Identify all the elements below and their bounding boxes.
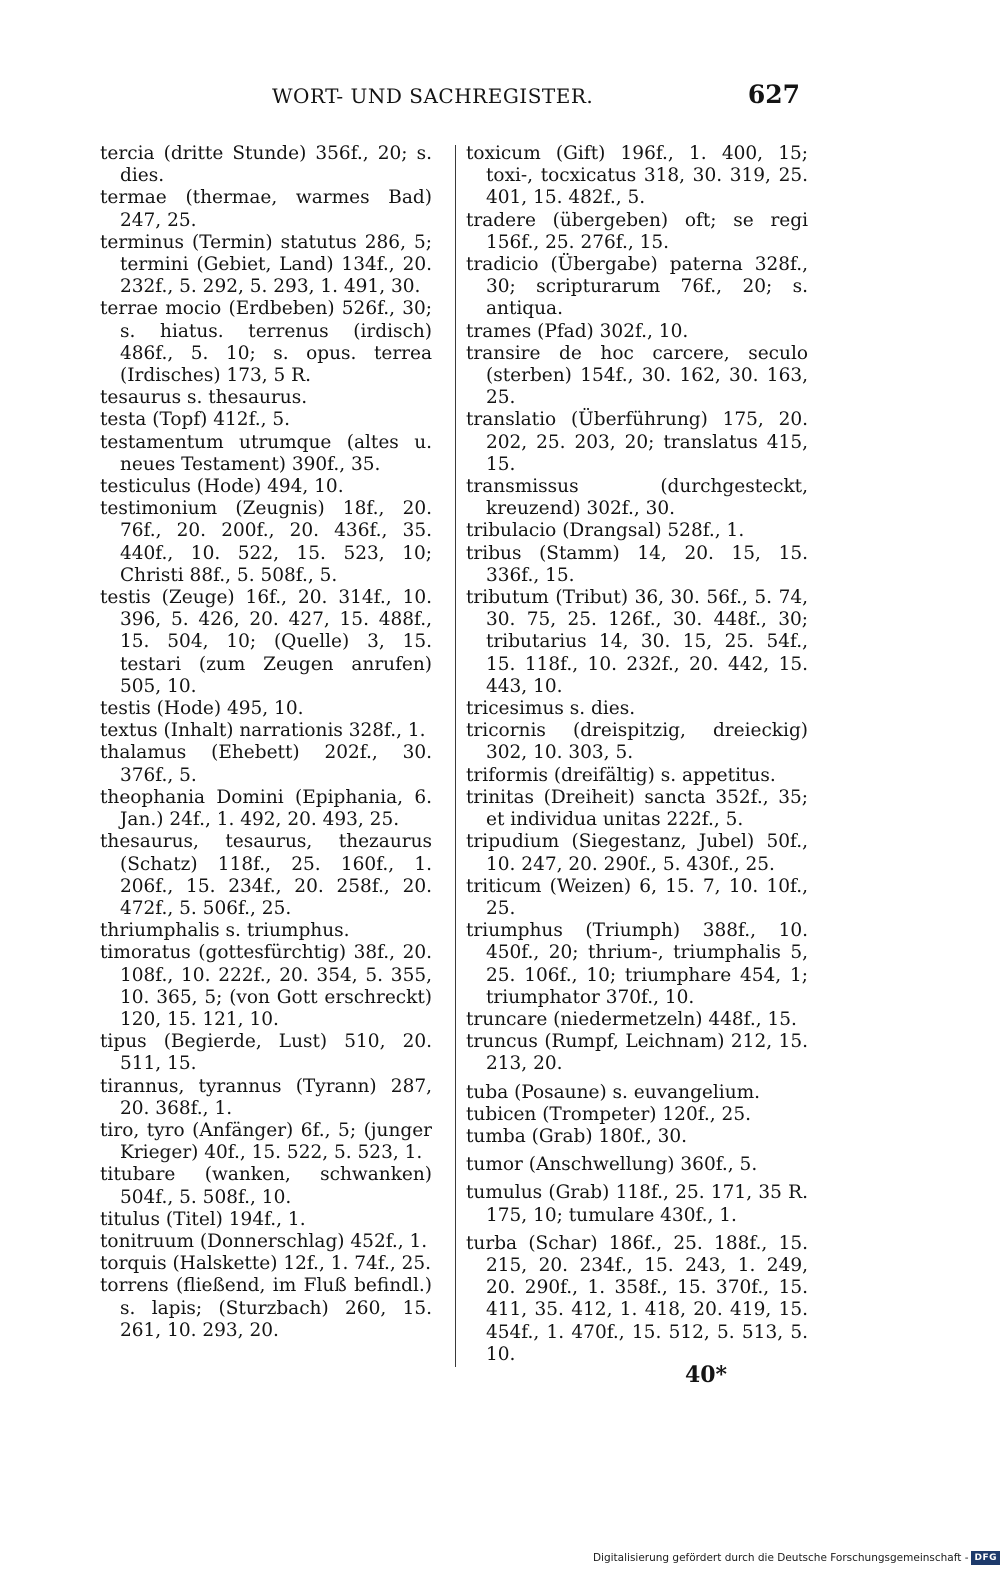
index-entry: tercia (dritte Stunde) 356f., 20; s. dies. xyxy=(100,143,432,187)
index-entry: testa (Topf) 412f., 5. xyxy=(100,409,291,431)
footer-text: Digitalisierung gefördert durch die Deutsche Forschungsgemeinschaft - xyxy=(592,1552,969,1564)
index-entry: tradere (übergeben) oft; se regi 156f., 25. 276f., 15. xyxy=(466,209,808,253)
index-entry: tipus (Begierde, Lust) 510, 20. 511, 15. xyxy=(100,1031,432,1075)
index-entry: trinitas (Dreiheit) sancta 352f., 35; et individua unitas 222f., 5. xyxy=(466,786,808,831)
index-entry: tumulus (Grab) 118f., 25. 171, 35 R. 175, 10; tumulare 430f., 1. xyxy=(466,1182,808,1226)
index-entry: transmissus (durchgesteckt, kreuzend) 302f., 30. xyxy=(466,476,808,520)
index-entry: tubicen (Trompeter) 120f., 25. xyxy=(466,1103,751,1125)
left-column xyxy=(100,143,432,1342)
page-header xyxy=(100,80,800,120)
index-entry: thesaurus, tesaurus, thezaurus (Schatz) 118f., 25. 160f., 1. 206f., 15. 234f., 20. 258f., 20. 472f., 5. 506f., 25. xyxy=(100,831,432,919)
dfg-logo: DFG xyxy=(971,1551,1000,1565)
page-number: 627 xyxy=(747,80,800,109)
index-entry: testis (Zeuge) 16f., 20. 314f., 10. 396, 5. 426, 20. 427, 15. 488f., 15. 504, 10; (Quelle) 3, 15. testari (zum Zeugen anrufen) 505, 10. xyxy=(100,587,432,697)
index-entry: tribulacio (Drangsal) 528f., 1. xyxy=(466,520,745,542)
index-entry: tirannus, tyrannus (Tyrann) 287, 20. 368f., 1. xyxy=(100,1075,432,1119)
index-entry: terrae mocio (Erdbeben) 526f., 30; s. hiatus. terrenus (irdisch) 486f., 5. 10; s. opus. terrea (Irdisches) 173, 5 R. xyxy=(100,298,432,387)
index-entry: toxicum (Gift) 196f., 1. 400, 15; toxi-, tocxicatus 318, 30. 319, 25. 401, 15. 482f., 5. xyxy=(466,143,808,209)
index-entry: triformis (dreifältig) s. appetitus. xyxy=(466,764,776,786)
index-entry: tuba (Posaune) s. euvangelium. xyxy=(466,1081,761,1103)
right-column xyxy=(466,143,808,1366)
index-entry: thalamus (Ehebett) 202f., 30. 376f., 5. xyxy=(100,742,432,786)
index-entry: torquis (Halskette) 12f., 1. 74f., 25. xyxy=(100,1253,432,1275)
index-entry: terminus (Termin) statutus 286, 5; termini (Gebiet, Land) 134f., 20. 232f., 5. 292, 5. 293, 1. 491, 30. xyxy=(100,231,432,298)
index-entry: textus (Inhalt) narrationis 328f., 1. xyxy=(100,720,426,742)
index-entry: theophania Domini (Epiphania, 6. Jan.) 24f., 1. 492, 20. 493, 25. xyxy=(100,786,432,831)
running-title: WORT- UND SACHREGISTER. xyxy=(272,84,594,108)
index-entry: tripudium (Siegestanz, Jubel) 50f., 10. 247, 20. 290f., 5. 430f., 25. xyxy=(466,831,808,875)
index-entry: tributum (Tribut) 36, 30. 56f., 5. 74, 30. 75, 25. 126f., 30. 448f., 30; tributarius 14, 30. 15, 25. 54f., 15. 118f., 10. 232f., 20. 442, 15. 443, 10. xyxy=(466,587,808,697)
index-entry: testimonium (Zeugnis) 18f., 20. 76f., 20. 200f., 20. 436f., 35. 440f., 10. 522, 15. 523, 10; Christi 88f., 5. 508f., 5. xyxy=(100,498,432,586)
signature-mark: 40* xyxy=(684,1362,728,1388)
index-entry: tesaurus s. thesaurus. xyxy=(100,387,308,409)
index-entry: tricesimus s. dies. xyxy=(466,698,636,720)
index-entry: transire de hoc carcere, seculo (sterben) 154f., 30. 162, 30. 163, 25. xyxy=(466,342,808,409)
index-entry: torrens (fließend, im Fluß befindl.) s. lapis; (Sturzbach) 260, 15. 261, 10. 293, 20. xyxy=(100,1275,432,1341)
index-entry: tribus (Stamm) 14, 20. 15, 15. 336f., 15. xyxy=(466,542,808,586)
index-entry: titulus (Titel) 194f., 1. xyxy=(100,1208,306,1230)
index-entry: tonitruum (Donnerschlag) 452f., 1. xyxy=(100,1230,428,1252)
column-divider xyxy=(455,145,456,1367)
index-entry: titubare (wanken, schwanken) 504f., 5. 508f., 10. xyxy=(100,1164,432,1208)
index-entry: trames (Pfad) 302f., 10. xyxy=(466,320,689,342)
index-entry: turba (Schar) 186f., 25. 188f., 15. 215, 20. 234f., 15. 243, 1. 249, 20. 290f., 1. 358f., 15. 370f., 15. 411, 35. 412, 1. 418, 20. 419, 15. 454f., 1. 470f., 15. 512, 5. 513, 5. 10. xyxy=(466,1232,808,1365)
index-entry: triumphus (Triumph) 388f., 10. 450f., 20; thrium-, triumphalis 5, 25. 106f., 10; triumphare 454, 1; triumphator 370f., 10. xyxy=(466,920,808,1008)
index-entry: testamentum utrumque (altes u. neues Testament) 390f., 35. xyxy=(100,431,432,475)
index-entry: truncus (Rumpf, Leichnam) 212, 15. 213, 20. xyxy=(466,1031,808,1075)
index-entry: truncare (niedermetzeln) 448f., 15. xyxy=(466,1008,797,1030)
index-entry: testis (Hode) 495, 10. xyxy=(100,698,304,720)
index-entry: timoratus (gottesfürchtig) 38f., 20. 108f., 10. 222f., 20. 354, 5. 355, 10. 365, 5; (von Gott erschreckt) 120, 15. 121, 10. xyxy=(100,942,432,1030)
index-entry: tiro, tyro (Anfänger) 6f., 5; (junger Krieger) 40f., 15. 522, 5. 523, 1. xyxy=(100,1119,432,1164)
index-entry: tradicio (Übergabe) paterna 328f., 30; scripturarum 76f., 20; s. antiqua. xyxy=(466,254,808,320)
index-entry: tumor (Anschwellung) 360f., 5. xyxy=(466,1154,758,1176)
index-entry: triticum (Weizen) 6, 15. 7, 10. 10f., 25. xyxy=(466,875,808,919)
index-entry: termae (thermae, warmes Bad) 247, 25. xyxy=(100,187,432,231)
digitization-footer xyxy=(593,1551,1000,1565)
index-entry: tumba (Grab) 180f., 30. xyxy=(466,1125,688,1147)
index-entry: thriumphalis s. triumphus. xyxy=(100,920,350,942)
index-entry: translatio (Überführung) 175, 20. 202, 25. 203, 20; translatus 415, 15. xyxy=(466,409,808,475)
index-entry: tricornis (dreispitzig, dreieckig) 302, 10. 303, 5. xyxy=(466,720,808,764)
index-entry: testiculus (Hode) 494, 10. xyxy=(100,476,344,498)
